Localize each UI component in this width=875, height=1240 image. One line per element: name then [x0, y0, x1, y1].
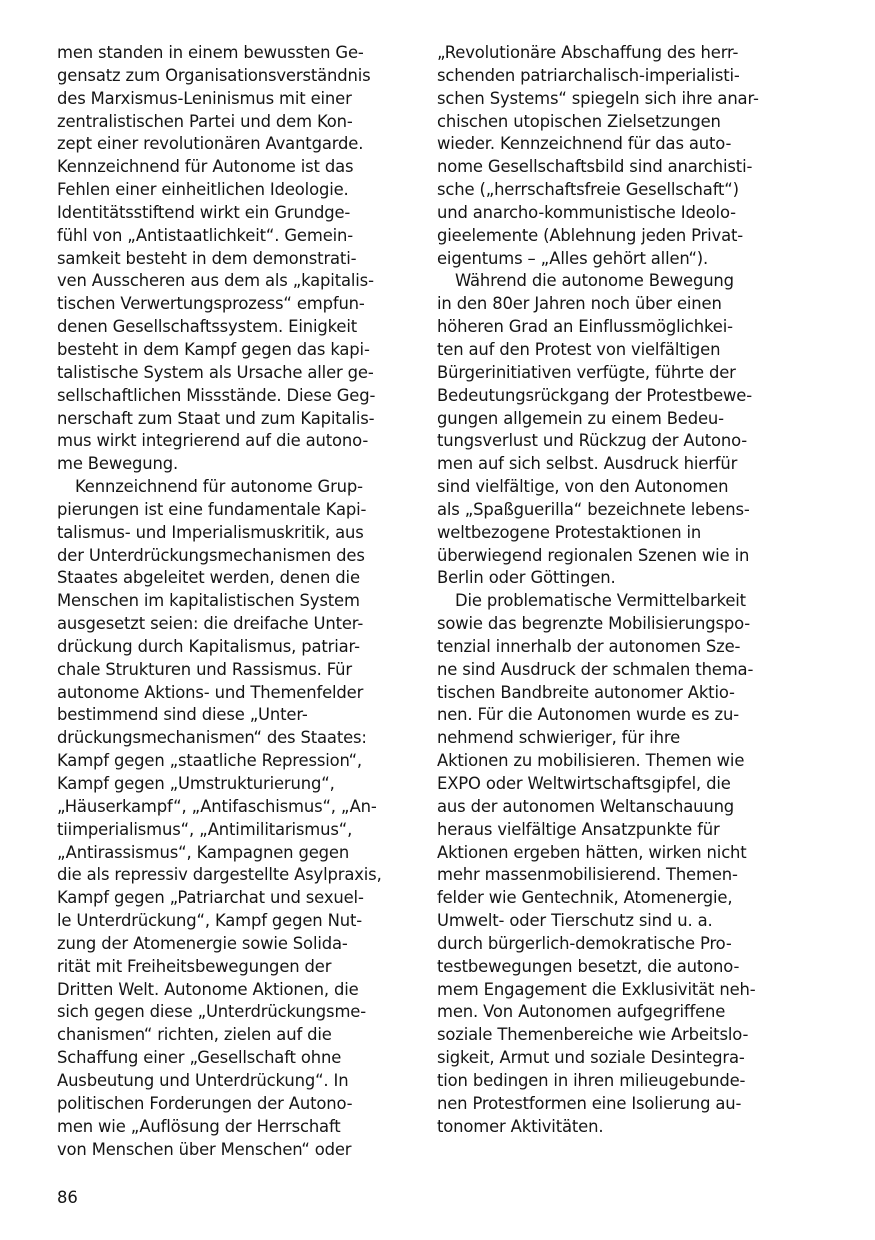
text-line: tion bedingen in ihren milieugebunde- — [437, 1070, 746, 1090]
text-line: men. Von Autonomen aufgegriffene — [437, 1002, 726, 1022]
text-line: ne sind Ausdruck der schmalen thema- — [437, 659, 754, 679]
text-line: Aktionen zu mobilisieren. Themen wie — [437, 751, 745, 771]
text-line: EXPO oder Weltwirtschaftsgipfel, die — [437, 774, 731, 793]
text-line: Fehlen einer einheitlichen Ideologie. — [57, 180, 349, 200]
text-line: Die problematische Vermittelbarkeit — [455, 591, 746, 611]
text-line: mehr massenmobilisierend. Themen- — [437, 865, 738, 885]
text-line: von Menschen über Menschen“ oder — [57, 1139, 352, 1159]
page-number: 86 — [57, 1188, 78, 1207]
text-line: sche („herrschaftsfreie Gesellschaft“) — [437, 180, 739, 200]
text-line: ten auf den Protest von vielfältigen — [437, 339, 721, 359]
text-line: schen Systems“ spiegeln sich ihre anar- — [437, 88, 759, 108]
text-line: nehmend schwieriger, für ihre — [437, 728, 680, 748]
text-line: eigentums – „Alles gehört allen“). — [437, 248, 709, 268]
text-line: tischen Bandbreite autonomer Aktio- — [437, 682, 735, 702]
text-line: mem Engagement die Exklusivität neh- — [437, 979, 756, 999]
text-line: nerschaft zum Staat und zum Kapitalis- — [57, 408, 375, 428]
text-line: sowie das begrenzte Mobilisierungspo- — [437, 614, 751, 634]
text-line: soziale Themenbereiche wie Arbeitslo- — [437, 1025, 749, 1045]
text-line: tonomer Aktivitäten. — [437, 1116, 604, 1136]
left-text-column — [57, 42, 409, 1161]
text-line: Schaffung einer „Gesellschaft ohne — [57, 1048, 342, 1068]
text-line: Dritten Welt. Autonome Aktionen, die — [57, 979, 359, 999]
text-line: Kampf gegen „Patriarchat und sexuel- — [57, 888, 364, 908]
text-line: Bürgerinitiativen verfügte, führte der — [437, 362, 736, 382]
text-line: chale Strukturen und Rassismus. Für — [57, 659, 352, 679]
text-line: schenden patriarchalisch-imperialisti- — [437, 65, 740, 85]
text-line: men standen in einem bewussten Ge- — [57, 43, 364, 62]
text-line: denen Gesellschaftssystem. Einigkeit — [57, 317, 358, 337]
text-line: tungsverlust und Rückzug der Autono- — [437, 431, 748, 451]
text-line: Während die autonome Bewegung — [455, 271, 734, 291]
text-line: gungen allgemein zu einem Bedeu- — [437, 408, 724, 428]
text-line: sigkeit, Armut und soziale Desintegra- — [437, 1048, 745, 1068]
text-line: durch bürgerlich-demokratische Pro- — [437, 933, 732, 953]
text-line: Kennzeichnend für autonome Grup- — [75, 477, 363, 497]
text-line: rität mit Freiheitsbewegungen der — [57, 956, 332, 976]
text-line: drückung durch Kapitalismus, patriar- — [57, 636, 360, 656]
text-line: zung der Atomenergie sowie Solida- — [57, 933, 348, 953]
text-line: sind vielfältige, von den Autonomen — [437, 477, 729, 497]
text-line: besteht in dem Kampf gegen das kapi- — [57, 339, 370, 359]
text-line: „Revolutionäre Abschaffung des herr- — [437, 43, 739, 62]
text-line: bestimmend sind diese „Unter- — [57, 705, 308, 725]
text-line: men auf sich selbst. Ausdruck hierfür — [437, 454, 738, 474]
text-line: le Unterdrückung“, Kampf gegen Nut- — [57, 911, 362, 931]
text-line: ausgesetzt seien: die dreifache Unter- — [57, 614, 364, 634]
text-line: die als repressiv dargestellte Asylpraxis, — [57, 865, 382, 885]
text-line: pierungen ist eine fundamentale Kapi- — [57, 499, 367, 519]
text-line: „Häuserkampf“, „Antifaschismus“, „An- — [57, 796, 377, 816]
text-line: Ausbeutung und Unterdrückung“. In — [57, 1070, 349, 1090]
text-line: Kennzeichnend für Autonome ist das — [57, 157, 354, 177]
text-line: Staates abgeleitet werden, denen die — [57, 568, 360, 588]
text-line: sich gegen diese „Unterdrückungsme- — [57, 1002, 366, 1022]
text-line: des Marxismus-Leninismus mit einer — [57, 88, 352, 108]
text-line: als „Spaßguerilla“ bezeichnete lebens- — [437, 499, 750, 519]
text-line: tischen Verwertungsprozess“ empfun- — [57, 294, 365, 314]
text-line: Kampf gegen „staatliche Repression“, — [57, 751, 362, 771]
text-line: wieder. Kennzeichnend für das auto- — [437, 134, 732, 154]
text-line: sellschaftlichen Missstände. Diese Geg- — [57, 385, 376, 405]
text-line: überwiegend regionalen Szenen wie in — [437, 545, 750, 565]
text-line: talismus- und Imperialismuskritik, aus — [57, 522, 364, 542]
text-line: und anarcho-kommunistische Ideolo- — [437, 202, 736, 222]
text-line: ven Ausscheren aus dem als „kapitalis- — [57, 271, 374, 291]
text-line: nen. Für die Autonomen wurde es zu- — [437, 705, 739, 725]
text-line: tiimperialismus“, „Antimilitarismus“, — [57, 819, 353, 839]
text-line: Identitätsstiftend wirkt ein Grundge- — [57, 202, 351, 222]
text-line: Bedeutungsrückgang der Protestbewe- — [437, 385, 752, 405]
text-line: gieelemente (Ablehnung jeden Privat- — [437, 225, 744, 245]
text-line: mus wirkt integrierend auf die autono- — [57, 431, 369, 451]
text-line: weltbezogene Protestaktionen in — [437, 522, 702, 542]
text-line: „Antirassismus“, Kampagnen gegen — [57, 842, 350, 862]
text-line: chanismen“ richten, zielen auf die — [57, 1025, 332, 1045]
text-line: zentralistischen Partei und dem Kon- — [57, 111, 353, 131]
text-line: Menschen im kapitalistischen System — [57, 591, 360, 611]
text-line: autonome Aktions- und Themenfelder — [57, 682, 364, 702]
text-line: Umwelt- oder Tierschutz sind u. a. — [437, 911, 713, 931]
text-line: politischen Forderungen der Autono- — [57, 1093, 353, 1113]
text-line: me Bewegung. — [57, 454, 179, 474]
text-line: testbewegungen besetzt, die autono- — [437, 956, 740, 976]
text-line: talistische System als Ursache aller ge- — [57, 362, 374, 382]
right-text-column — [437, 42, 783, 1139]
text-line: nen Protestformen eine Isolierung au- — [437, 1093, 742, 1113]
text-line: Aktionen ergeben hätten, wirken nicht — [437, 842, 747, 862]
text-line: heraus vielfältige Ansatzpunkte für — [437, 819, 720, 839]
text-line: drückungsmechanismen“ des Staates: — [57, 728, 367, 748]
text-line: fühl von „Antistaatlichkeit“. Gemein- — [57, 225, 354, 245]
text-line: men wie „Auflösung der Herrschaft — [57, 1116, 341, 1136]
text-line: aus der autonomen Weltanschauung — [437, 796, 735, 816]
text-line: in den 80er Jahren noch über einen — [437, 294, 722, 314]
text-line: Berlin oder Göttingen. — [437, 568, 616, 588]
text-line: höheren Grad an Einflussmöglichkei- — [437, 317, 733, 337]
text-line: der Unterdrückungsmechanismen des — [57, 545, 365, 565]
text-line: tenzial innerhalb der autonomen Sze- — [437, 636, 741, 656]
text-line: gensatz zum Organisationsverständnis — [57, 65, 371, 85]
text-line: zept einer revolutionären Avantgarde. — [57, 134, 364, 154]
text-line: felder wie Gentechnik, Atomenergie, — [437, 888, 733, 908]
text-line: nome Gesellschaftsbild sind anarchisti- — [437, 157, 753, 177]
text-line: Kampf gegen „Umstrukturierung“, — [57, 774, 335, 793]
text-line: chischen utopischen Zielsetzungen — [437, 111, 721, 131]
text-line: samkeit besteht in dem demonstrati- — [57, 248, 357, 268]
